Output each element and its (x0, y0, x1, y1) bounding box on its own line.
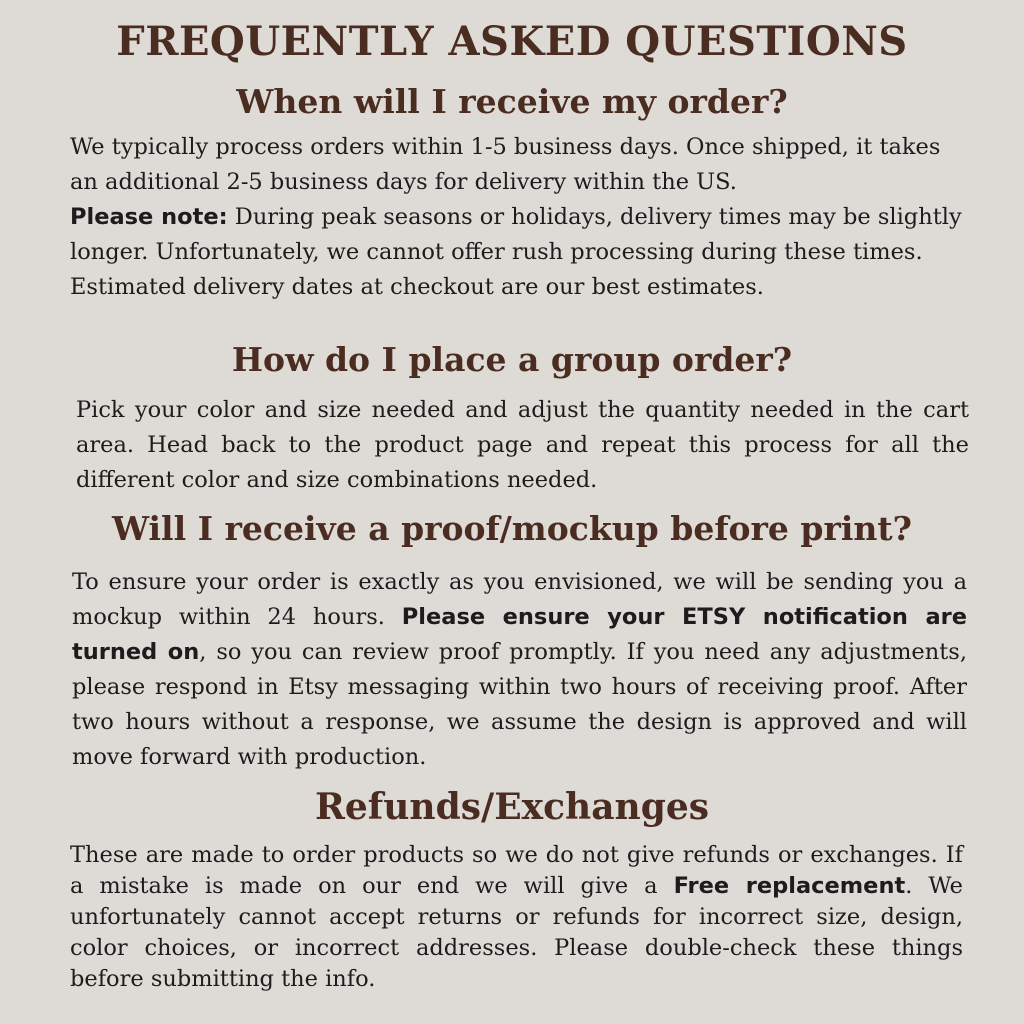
free-replacement-label: Free replacement (673, 873, 906, 899)
please-note-label: Please note: (70, 204, 228, 230)
refunds-text-part2: . We unfortunately cannot accept returns or refunds for incorrect size, design, color choices, or incorrect addresses. Please double-check these things before submitting the info. (70, 873, 963, 992)
group-order-text: Pick your color and size needed and adjust the quantity needed in the cart area. Head back to the product page and repeat this process for all the different color and size combinations needed. (76, 397, 969, 493)
faq-answer-delivery (70, 130, 975, 305)
proof-text-part2: , so you can review proof promptly. If you need any adjustments, please respond in Etsy messaging within two hours of receiving proof. After two hours without a response, we assume the design is approved and will move forward with production. (72, 639, 967, 770)
proof-text-part1: To ensure your order is exactly as you envisioned, we will be sending you a mockup within 24 hours. (72, 569, 967, 630)
faq-heading-refunds: Refunds/Exchanges (314, 786, 710, 828)
faq-answer-proof (72, 565, 967, 775)
delivery-text-part1: We typically process orders within 1-5 business days. Once shipped, it takes an additional 2-5 business days for delivery within the US. (70, 134, 941, 195)
faq-answer-group-order (76, 393, 969, 498)
refunds-text-part1: These are made to order products so we do not give refunds or exchanges. If a mistake is made on our end we will give a (70, 842, 963, 899)
faq-answer-refunds (70, 840, 963, 995)
etsy-notification-note: Please ensure your ETSY notification are turned on (72, 604, 967, 665)
faq-heading-group-order: How do I place a group order? (231, 340, 793, 379)
delivery-text-part2: During peak seasons or holidays, delivery times may be slightly longer. Unfortunately, we cannot offer rush processing during these times. Estimated delivery dates at checkout are our best estimates. (70, 204, 962, 300)
page-title: FREQUENTLY ASKED QUESTIONS (116, 18, 908, 65)
faq-heading-delivery: When will I receive my order? (236, 82, 788, 121)
faq-heading-proof: Will I receive a proof/mockup before print? (112, 509, 912, 548)
